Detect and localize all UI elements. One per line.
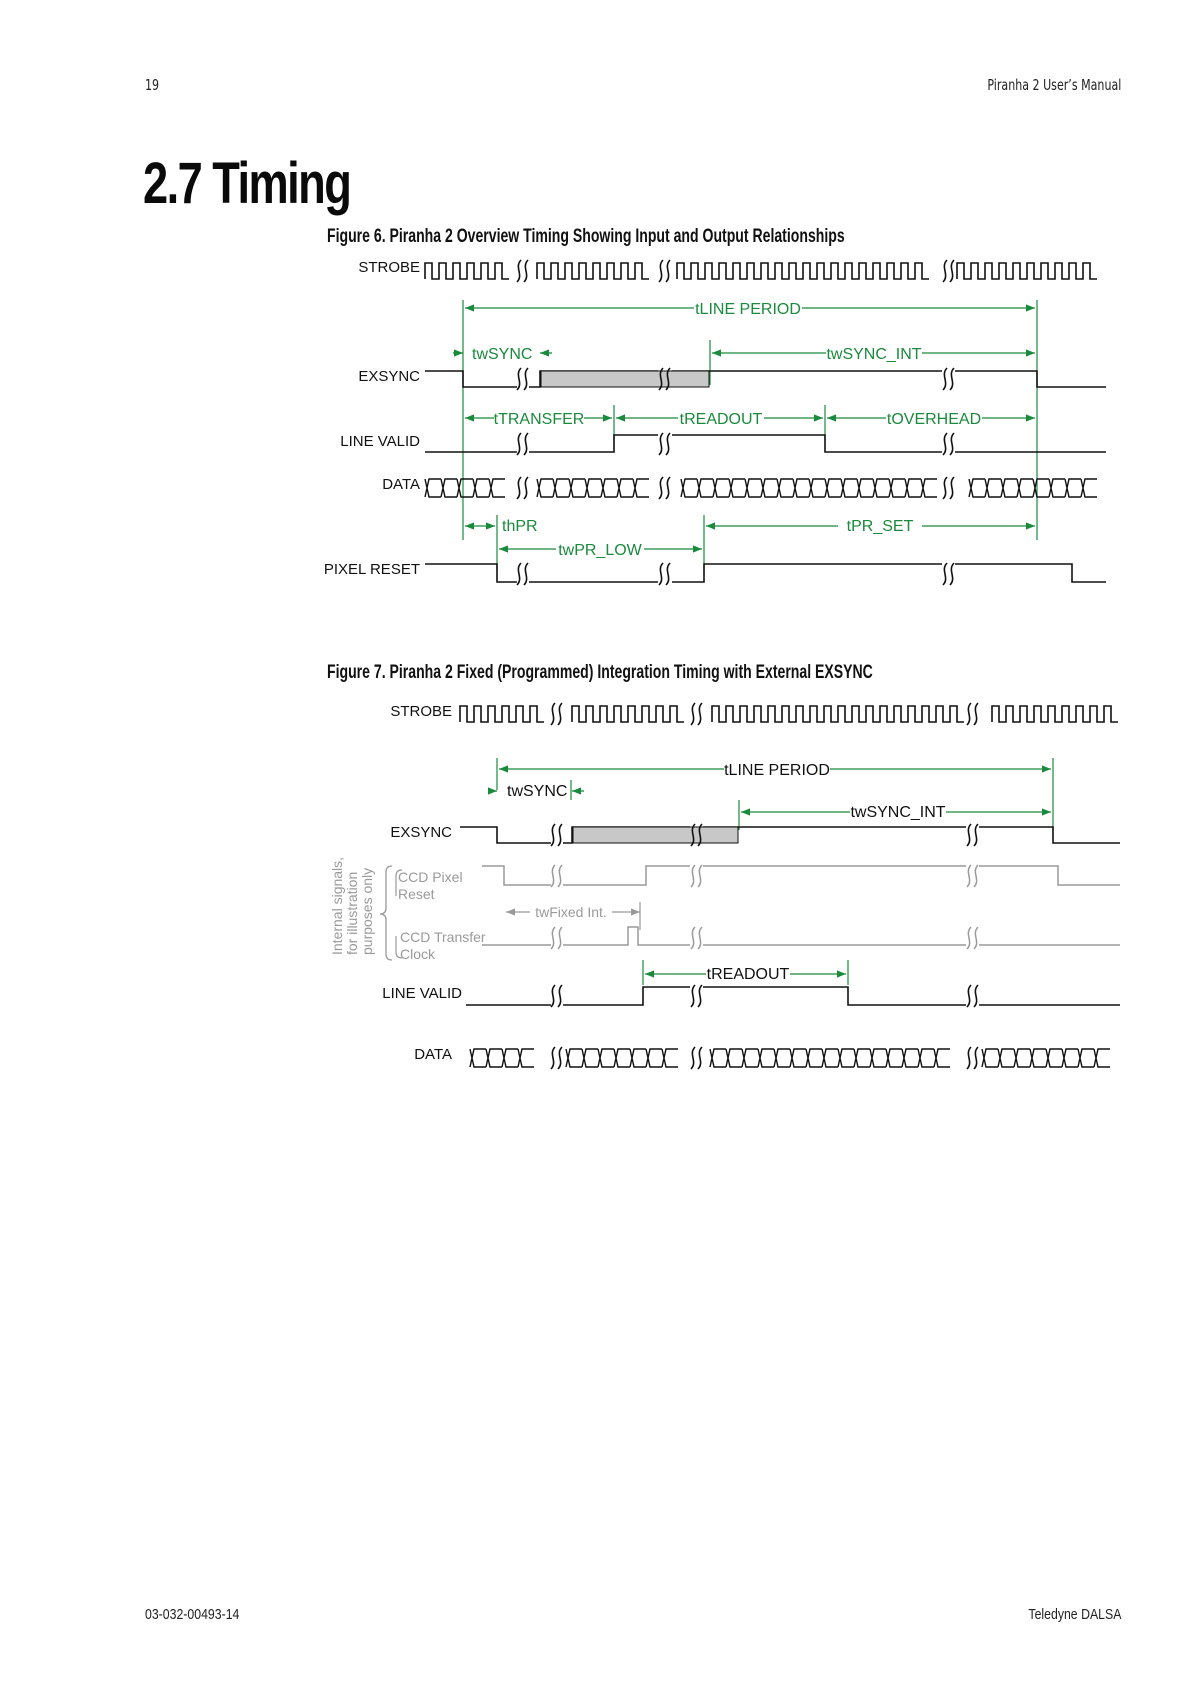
fig6-twpr-low-label: twPR_LOW — [558, 542, 642, 559]
break-mark — [974, 985, 978, 1007]
fig6-exsync-label: EXSYNC — [358, 368, 420, 385]
break-mark — [943, 260, 947, 282]
break-mark — [551, 703, 555, 725]
fig7-twfixed-int-label: twFixed Int. — [535, 904, 607, 920]
fig7-treadout-label: tREADOUT — [706, 966, 790, 983]
fig7-internal-note — [329, 857, 375, 955]
break-mark — [967, 927, 971, 949]
fig7-ccd-pixel-reset-waveform — [482, 866, 1120, 885]
break-mark — [974, 824, 978, 846]
break-mark — [950, 260, 954, 282]
break-mark — [524, 433, 528, 455]
break-mark — [524, 563, 528, 585]
svg-text:Internal signals,: Internal signals, — [329, 856, 345, 955]
break-mark — [974, 865, 978, 887]
break-mark — [524, 477, 528, 499]
fig6-twsync-int-label: twSYNC_INT — [826, 346, 922, 363]
break-mark — [558, 927, 562, 949]
fig6-tpr-set-label: tPR_SET — [846, 518, 914, 535]
break-mark — [517, 477, 521, 499]
break-mark — [974, 703, 978, 725]
break-mark — [967, 865, 971, 887]
fig7-line-valid-waveform — [466, 987, 1120, 1005]
fig6-data-label: DATA — [382, 476, 420, 493]
break-mark — [943, 477, 947, 499]
fig7-internal-brace — [380, 866, 392, 960]
figure-6-caption: Figure 6. Piranha 2 Overview Timing Showing Input and Output Relationships — [327, 226, 845, 247]
fig7-reference-lines — [497, 758, 1053, 985]
break-mark — [950, 368, 954, 390]
fig7-data-waveform — [470, 1049, 1110, 1067]
break-mark — [558, 1047, 562, 1069]
break-mark — [551, 927, 555, 949]
fig6-treadout-label: tREADOUT — [679, 411, 763, 428]
fig6-strobe-label: STROBE — [358, 259, 420, 276]
break-mark — [974, 1047, 978, 1069]
fig6-thpr-label: thPR — [502, 518, 538, 535]
break-mark — [659, 563, 663, 585]
fig7-line-valid-label: LINE VALID — [382, 985, 462, 1002]
break-mark — [551, 985, 555, 1007]
break-mark — [666, 433, 670, 455]
fig7-ccd-pixel-reset-label-2: Reset — [398, 886, 435, 902]
page-number: 19 — [145, 76, 160, 94]
break-mark — [698, 703, 702, 725]
fig7-exsync-shaded-region — [573, 827, 738, 843]
break-mark — [950, 477, 954, 499]
fig7-break-marks — [551, 703, 978, 1069]
svg-text:purposes only: purposes only — [359, 867, 375, 955]
break-mark — [517, 368, 521, 390]
company-name: Teledyne DALSA — [1028, 1606, 1121, 1623]
break-mark — [698, 1047, 702, 1069]
break-mark — [659, 260, 663, 282]
fig7-break-marks-internal — [551, 865, 978, 949]
break-mark — [517, 260, 521, 282]
fig7-data-label: DATA — [414, 1046, 452, 1063]
break-mark — [691, 1047, 695, 1069]
fig7-strobe-label: STROBE — [390, 703, 452, 720]
break-mark — [950, 563, 954, 585]
fig6-pixel-reset-label: PIXEL RESET — [323, 561, 420, 578]
break-mark — [517, 433, 521, 455]
break-mark — [659, 477, 663, 499]
break-mark — [698, 865, 702, 887]
fig6-tline-period-label: tLINE PERIOD — [695, 301, 801, 318]
break-mark — [967, 1047, 971, 1069]
break-mark — [691, 703, 695, 725]
break-mark — [691, 927, 695, 949]
break-mark — [943, 563, 947, 585]
break-mark — [943, 368, 947, 390]
document-number: 03-032-00493-14 — [145, 1606, 240, 1623]
break-mark — [666, 563, 670, 585]
break-mark — [691, 865, 695, 887]
fig7-ccd-transfer-clock-label-1: CCD Transfer — [400, 929, 486, 945]
break-mark — [666, 477, 670, 499]
break-mark — [551, 824, 555, 846]
break-mark — [698, 985, 702, 1007]
break-mark — [551, 1047, 555, 1069]
break-mark — [943, 433, 947, 455]
fig7-exsync-label: EXSYNC — [390, 824, 452, 841]
break-mark — [558, 703, 562, 725]
fig7-twsync-int-label: twSYNC_INT — [850, 804, 946, 821]
break-mark — [558, 985, 562, 1007]
break-mark — [558, 824, 562, 846]
fig6-twsync-label: twSYNC — [472, 346, 533, 363]
break-mark — [967, 824, 971, 846]
fig6-line-valid-label: LINE VALID — [340, 433, 420, 450]
manual-title: Piranha 2 User’s Manual — [987, 76, 1121, 94]
figure-7 — [329, 703, 1120, 1069]
break-mark — [950, 433, 954, 455]
fig6-exsync-shaded-region — [541, 371, 709, 387]
break-mark — [524, 260, 528, 282]
break-mark — [666, 260, 670, 282]
figure-6 — [324, 259, 1106, 585]
fig7-ccd-transfer-clock-waveform — [482, 927, 1120, 945]
break-mark — [691, 985, 695, 1007]
break-mark — [524, 368, 528, 390]
break-mark — [698, 927, 702, 949]
break-mark — [659, 433, 663, 455]
fig6-ttransfer-label: tTRANSFER — [493, 411, 585, 428]
break-mark — [967, 985, 971, 1007]
fig7-ccd-pixel-reset-label-1: CCD Pixel — [398, 869, 463, 885]
break-mark — [551, 865, 555, 887]
break-mark — [967, 703, 971, 725]
svg-text:for illustration: for illustration — [344, 871, 360, 955]
fig7-tline-period-label: tLINE PERIOD — [724, 762, 830, 779]
fig6-toverhead-label: tOVERHEAD — [886, 411, 982, 428]
break-mark — [974, 927, 978, 949]
fig7-ccd-transfer-clock-label-2: Clock — [400, 946, 436, 962]
figure-7-caption: Figure 7. Piranha 2 Fixed (Programmed) Integration Timing with External EXSYNC — [327, 662, 873, 683]
section-title: 2.7 Timing — [143, 151, 351, 216]
break-mark — [558, 865, 562, 887]
fig7-twsync-label: twSYNC — [507, 783, 568, 800]
break-mark — [517, 563, 521, 585]
